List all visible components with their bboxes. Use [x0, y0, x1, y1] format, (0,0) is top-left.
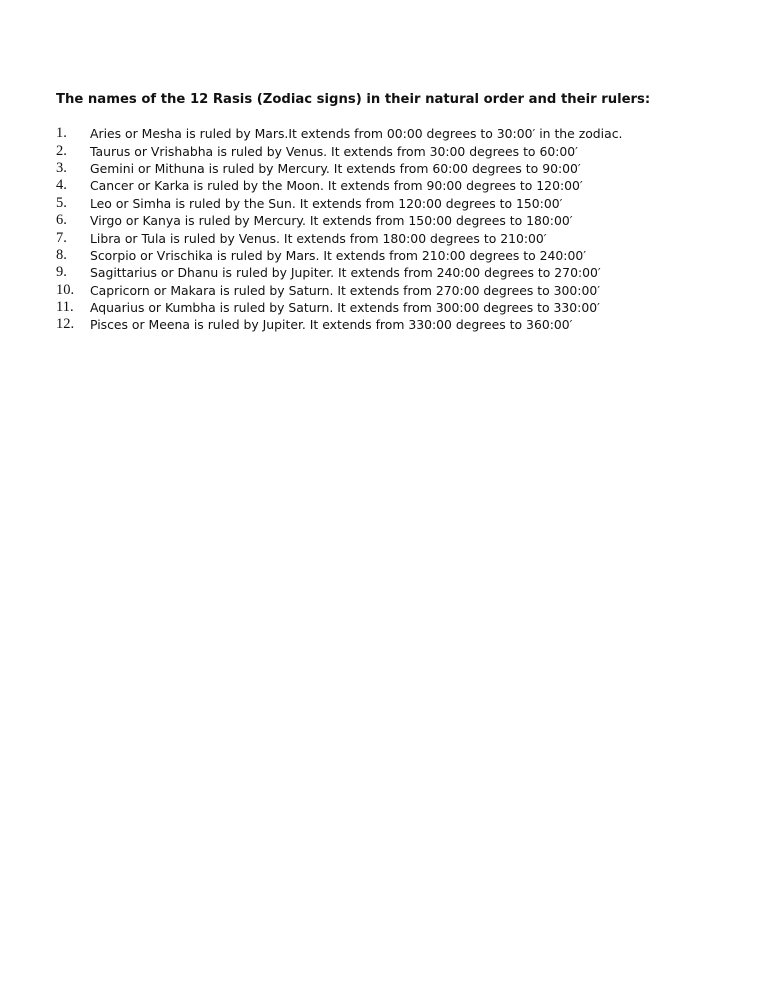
list-item-text: Libra or Tula is ruled by Venus. It extends from 180:00 degrees to 210:00′	[90, 230, 547, 246]
list-item-number: 4.	[56, 177, 67, 194]
list-item-number: 12.	[56, 316, 75, 333]
list-item-number: 2.	[56, 142, 67, 159]
list-item-number: 1.	[56, 125, 67, 142]
zodiac-list	[56, 125, 622, 334]
list-item-text: Capricorn or Makara is ruled by Saturn. It extends from 270:00 degrees to 300:00′	[90, 282, 601, 298]
list-item-number: 9.	[56, 264, 67, 281]
document-heading: The names of the 12 Rasis (Zodiac signs) in their natural order and their rulers:	[56, 92, 651, 107]
list-item-text: Pisces or Meena is ruled by Jupiter. It extends from 330:00 degrees to 360:00′	[90, 317, 573, 333]
list-item	[56, 177, 622, 194]
list-item	[56, 229, 622, 246]
list-item-text: Sagittarius or Dhanu is ruled by Jupiter. It extends from 240:00 degrees to 270:00′	[90, 265, 601, 281]
list-item-text: Aries or Mesha is ruled by Mars.It extends from 00:00 degrees to 30:00′ in the zodiac.	[90, 126, 623, 142]
list-item	[56, 160, 622, 177]
list-item-text: Taurus or Vrishabha is ruled by Venus. It extends from 30:00 degrees to 60:00′	[90, 143, 578, 159]
list-item	[56, 195, 622, 212]
list-item-text: Gemini or Mithuna is ruled by Mercury. It extends from 60:00 degrees to 90:00′	[90, 160, 581, 176]
list-item	[56, 264, 622, 281]
list-item	[56, 212, 622, 229]
list-item-number: 8.	[56, 246, 67, 263]
list-item	[56, 125, 622, 142]
list-item-text: Leo or Simha is ruled by the Sun. It extends from 120:00 degrees to 150:00′	[90, 195, 563, 211]
list-item-number: 5.	[56, 194, 67, 211]
list-item	[56, 282, 622, 299]
list-item-text: Virgo or Kanya is ruled by Mercury. It extends from 150:00 degrees to 180:00′	[90, 213, 573, 229]
list-item-text: Scorpio or Vrischika is ruled by Mars. It extends from 210:00 degrees to 240:00′	[90, 247, 587, 263]
list-item	[56, 142, 622, 159]
list-item	[56, 247, 622, 264]
list-item-number: 10.	[56, 281, 75, 298]
list-item-number: 7.	[56, 229, 67, 246]
list-item-text: Aquarius or Kumbha is ruled by Saturn. It extends from 300:00 degrees to 330:00′	[90, 300, 600, 316]
list-item-number: 11.	[56, 299, 74, 316]
list-item	[56, 316, 622, 333]
list-item	[56, 299, 622, 316]
list-item-number: 3.	[56, 159, 67, 176]
list-item-text: Cancer or Karka is ruled by the Moon. It extends from 90:00 degrees to 120:00′	[90, 178, 583, 194]
list-item-number: 6.	[56, 212, 67, 229]
